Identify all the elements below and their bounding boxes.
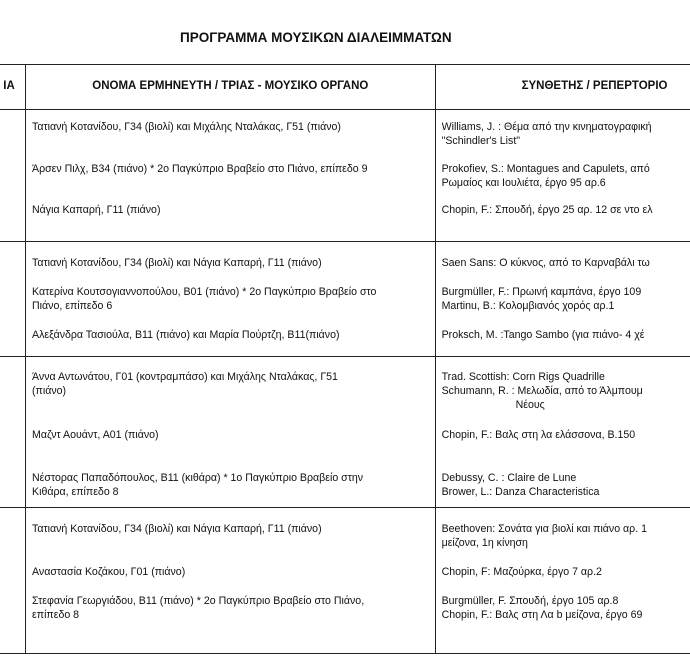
header-repertoire: ΣΥΝΘΕΤΗΣ / ΡΕΠΕΡΤΟΡΙΟ [435, 65, 690, 110]
program-table [0, 64, 690, 654]
performer-entry: Αναστασία Κοζάκου, Γ01 (πιάνο) [32, 566, 186, 578]
performer-entry: Κιθάρα, επίπεδο 8 [32, 486, 119, 498]
performer-cell [26, 242, 436, 357]
performer-entry: Άρσεν Πιλχ, Β34 (πιάνο) * 2ο Παγκύπριο Βραβείο στο Πιάνο, επίπεδο 9 [32, 163, 368, 175]
performer-entry: Μαζντ Αουάντ, Α01 (πιάνο) [32, 429, 159, 441]
table-row [0, 242, 690, 357]
repertoire-cell [435, 357, 690, 508]
performer-cell [26, 110, 436, 242]
repertoire-entry: Williams, J. : Θέμα από την κινηματογραφική [441, 121, 652, 133]
performer-entry: Τατιανή Κοτανίδου, Γ34 (βιολί) και Νάγια Καπαρή, Γ11 (πιάνο) [32, 523, 322, 535]
performer-entry: Κατερίνα Κουτσογιαννοπούλου, Β01 (πιάνο) * 2ο Παγκύπριο Βραβείο στο [32, 286, 377, 298]
table-row [0, 357, 690, 508]
performer-entry: Πιάνο, επίπεδο 6 [32, 300, 113, 312]
repertoire-entry: Proksch, M. :Tango Sambo (για πιάνο- 4 χέ [441, 329, 645, 341]
performer-entry: Νέστορας Παπαδόπουλος, Β11 (κιθάρα) * 1ο Παγκύπριο Βραβείο στην [32, 472, 364, 484]
repertoire-entry: Saen Sans: Ο κύκνος, από το Καρναβάλι τω [441, 257, 650, 269]
row-number-cell [0, 110, 26, 242]
performer-entry: Στεφανία Γεωργιάδου, Β11 (πιάνο) * 2ο Παγκύπριο Βραβείο στο Πιάνο, [32, 595, 365, 607]
repertoire-cell [435, 110, 690, 242]
document-title-text: ΠΡΟΓΡΑΜΜΑ ΜΟΥΣΙΚΩΝ ΔΙΑΛΕΙΜΜΑΤΩΝ [180, 30, 452, 45]
repertoire-entry: Chopin, F.: Βαλς στη λα ελάσσονα, Β.150 [441, 429, 636, 441]
table-row [0, 110, 690, 242]
repertoire-cell [435, 508, 690, 654]
repertoire-entry: Νέους [515, 399, 545, 411]
repertoire-entry: Chopin, F: Μαζούρκα, έργο 7 αρ.2 [441, 566, 602, 578]
repertoire-entry: Chopin, F.: Σπουδή, έργο 25 αρ. 12 σε ντο ελ [441, 204, 653, 216]
repertoire-cell [435, 242, 690, 357]
repertoire-entry: Beethoven: Σονάτα για βιολί και πιάνο αρ. 1 [441, 523, 647, 535]
repertoire-entry: Ρωμαίος και Ιουλιέτα, έργο 95 αρ.6 [441, 177, 606, 189]
performer-entry: Άννα Αντωνάτου, Γ01 (κοντραμπάσο) και Μιχάλης Νταλάκας, Γ51 [32, 371, 338, 383]
performer-entry: επίπεδο 8 [32, 609, 80, 621]
repertoire-entry: Prokofiev, S.: Montagues and Capulets, από [441, 163, 650, 175]
performer-entry: Τατιανή Κοτανίδου, Γ34 (βιολί) και Μιχάλης Νταλάκας, Γ51 (πιάνο) [32, 121, 341, 133]
row-number-cell [0, 508, 26, 654]
repertoire-entry: Martinu, B.: Κολομβιανός χορός αρ.1 [441, 300, 615, 312]
repertoire-entry: Chopin, F.: Βαλς στη Λα b μείζονα, έργο 69 [441, 609, 643, 621]
header-performer: ΟΝΟΜΑ ΕΡΜΗΝΕΥΤΗ / ΤΡΙΑΣ - ΜΟΥΣΙΚΟ ΟΡΓΑΝΟ [26, 65, 436, 110]
row-number-cell [0, 357, 26, 508]
row-number-cell [0, 242, 26, 357]
repertoire-entry: Burgmüller, F.: Πρωινή καμπάνα, έργο 109 [441, 286, 642, 298]
repertoire-entry: Debussy, C. : Claire de Lune [441, 472, 577, 484]
repertoire-entry: Burgmüller, F. Σπουδή, έργο 105 αρ.8 [441, 595, 619, 607]
performer-entry: Αλεξάνδρα Τασιούλα, Β11 (πιάνο) και Μαρία Πούρτζη, Β11(πιάνο) [32, 329, 340, 341]
repertoire-entry: Schumann, R. : Μελωδία, από το Άλμπουμ [441, 385, 643, 397]
performer-entry: Τατιανή Κοτανίδου, Γ34 (βιολί) και Νάγια Καπαρή, Γ11 (πιάνο) [32, 257, 322, 269]
header-col1: ΙΑ [0, 65, 26, 110]
table-row [0, 508, 690, 654]
table-header-row [0, 65, 690, 110]
repertoire-entry: Trad. Scottish: Corn Rigs Quadrille [441, 371, 605, 383]
performer-entry: (πιάνο) [32, 385, 67, 397]
repertoire-entry: μείζονα, 1η κίνηση [441, 537, 528, 549]
performer-cell [26, 508, 436, 654]
performer-entry: Νάγια Καπαρή, Γ11 (πιάνο) [32, 204, 161, 216]
repertoire-entry: Brower, L.: Danza Characteristica [441, 486, 600, 498]
repertoire-entry: "Schindler's List" [441, 135, 521, 147]
performer-cell [26, 357, 436, 508]
